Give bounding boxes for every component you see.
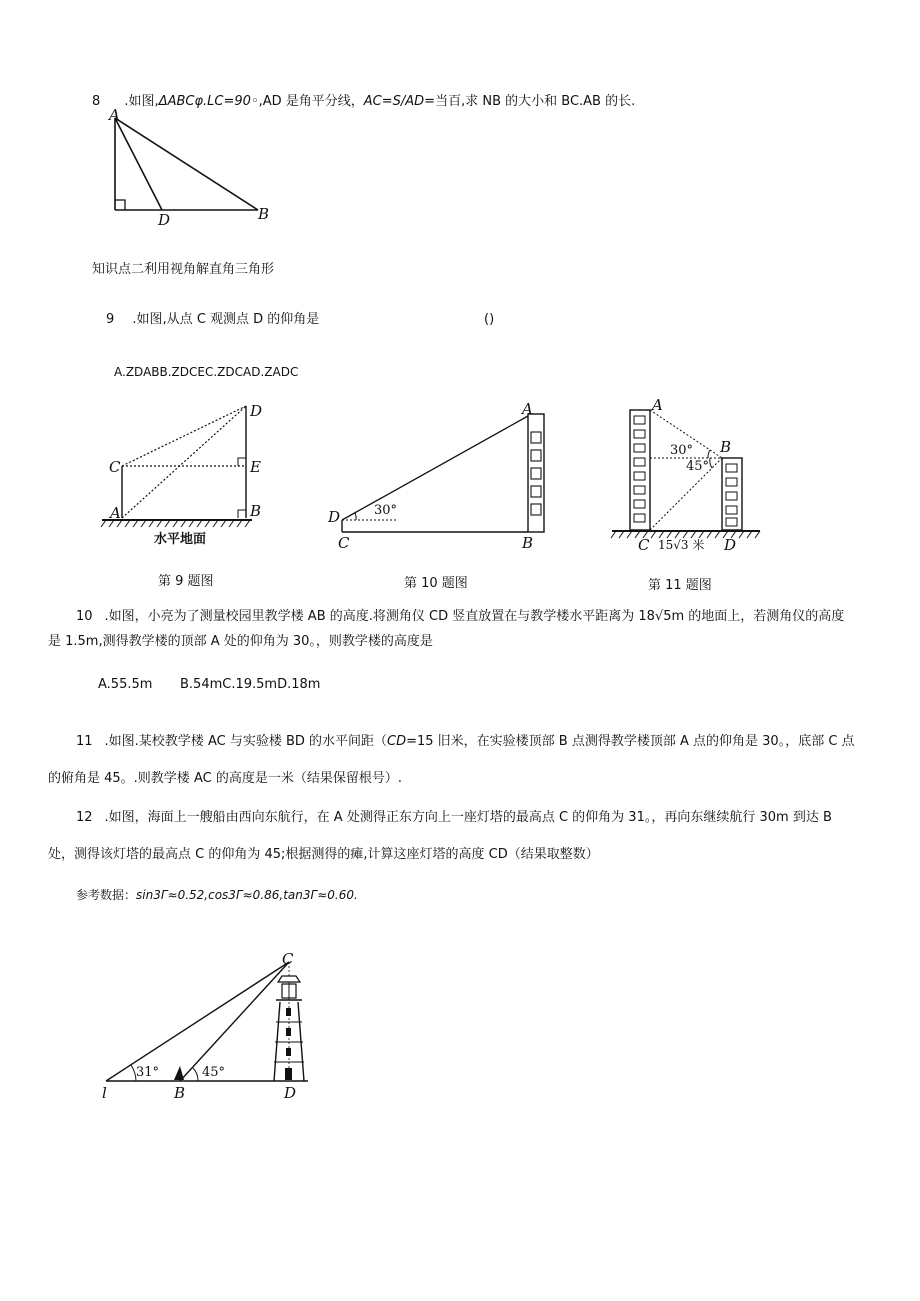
fig12-label-d: D (284, 1084, 297, 1102)
fig9-label-b: B (250, 502, 262, 520)
fig12-angle-31: 31° (136, 1065, 160, 1080)
q9-number: 9 (106, 312, 115, 327)
fig11-label-c: C (638, 536, 650, 554)
fig10-caption: 第 10 题图 (404, 576, 468, 591)
fig9-label-e: E (250, 458, 261, 476)
fig10-label-a: A (522, 400, 533, 418)
q12-reference-data: 参考数据：sin3Γ≈0.52,cos3Γ≈0.86,tan3Γ≈0.60. (76, 888, 358, 902)
q10-option-a: A.55.5m (98, 677, 153, 692)
fig12-label-a: l (102, 1084, 107, 1102)
fig10-label-c: C (338, 534, 350, 552)
q9-answer-paren: () (484, 312, 495, 327)
q8-triangle-figure (100, 108, 280, 228)
q11-number: 11 (76, 734, 93, 749)
q10-line2: 是 1.5m,测得教学楼的顶部 A 处的仰角为 30。，则教学楼的高度是 (48, 634, 433, 649)
fig12-label-c: C (282, 950, 294, 968)
fig10-diagram (326, 402, 556, 552)
fig9-caption: 第 9 题图 (158, 574, 214, 589)
q8-label-d: D (158, 211, 171, 229)
fig11-angle-45: 45° (686, 459, 710, 474)
fig9-diagram (100, 400, 280, 550)
fig9-label-d: D (250, 402, 263, 420)
q12-line1: 12 .如图，海面上一艘船由西向东航行，在 A 处测得正东方向上一座灯塔的最高点 C 的仰角为 31。，再向东继续航行 30m 到达 B (76, 810, 832, 825)
q8-text: 8 .如图,ΔABCφ.LC=90◦,AD 是角平分线，AC=S/AD=当百,求 NB 的大小和 BC.AB 的长. (92, 94, 636, 109)
q12-line2: 处，测得该灯塔的最高点 C 的仰角为 45;根据测得的瘫,计算这座灯塔的高度 CD（结果取整数） (48, 847, 599, 862)
fig10-label-b: B (522, 534, 534, 552)
fig11-label-b: B (720, 438, 732, 456)
q8-number: 8 (92, 94, 101, 109)
fig11-caption: 第 11 题图 (648, 578, 712, 593)
fig12-label-b: B (174, 1084, 186, 1102)
q10-options-bcd: B.54mC.19.5mD.18m (180, 677, 321, 692)
fig10-angle: 30° (374, 503, 398, 518)
fig11-diagram (606, 398, 776, 558)
fig9-label-a: A (110, 504, 121, 522)
q10-number: 10 (76, 609, 93, 624)
section-heading: 知识点二利用视角解直角三角形 (92, 262, 275, 277)
q11-line1: 11 .如图.某校教学楼 AC 与实验楼 BD 的水平间距（CD=15 旧米，在实验楼顶部 B 点测得教学楼顶部 A 点的仰角是 30。，底部 C 点 (76, 734, 855, 749)
fig11-angle-30: 30° (670, 443, 694, 458)
q11-line2: 的俯角是 45。.则教学楼 AC 的高度是一米（结果保留根号）. (48, 771, 402, 786)
fig9-ground-label: 水平地面 (154, 532, 207, 547)
q9-options: A.ZDABB.ZDCEC.ZDCAD.ZADC (114, 365, 299, 379)
fig10-label-d: D (328, 508, 341, 526)
fig9-label-c: C (109, 458, 121, 476)
fig12-angle-45: 45° (202, 1065, 226, 1080)
fig11-distance: 15√3 米 (658, 538, 705, 552)
q8-label-b: B (258, 205, 270, 223)
q10-line1: 10 .如图，小亮为了测量校园里教学楼 AB 的高度.将测角仪 CD 竖直放置在与教学楼水平距离为 18√5m 的地面上，若测角仪的高度 (76, 609, 845, 624)
q12-number: 12 (76, 810, 93, 825)
q9-text: 9 .如图,从点 C 观测点 D 的仰角是 (106, 312, 320, 327)
fig11-label-d: D (724, 536, 737, 554)
q8-label-a: A (109, 106, 120, 124)
fig11-label-a: A (652, 396, 663, 414)
fig12-lighthouse-diagram (98, 952, 338, 1102)
